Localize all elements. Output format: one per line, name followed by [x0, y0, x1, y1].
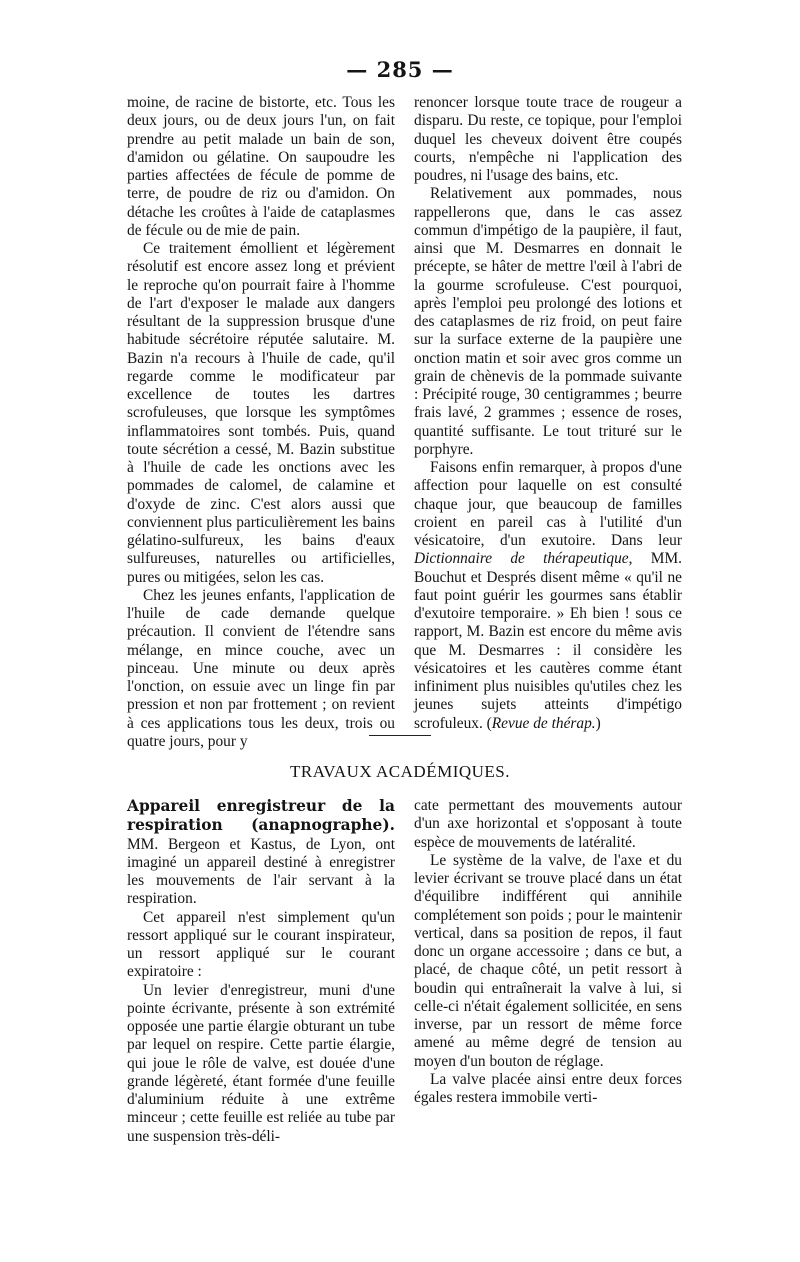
paragraph: Le système de la valve, de l'axe et du levier écrivant se trouve placé dans un état d'équilibre indifférent qui annihile complétement son poids ; pour le maintenir vertical, dans sa position de repos, il faut donc un organe accessoire ; dans ce but, a placé, de chaque côté, un petit ressort à boudin qui entraînerait la valve à lui, si celle-ci n'était également sollicitée, en sens inverse, par un ressort de même force amené au même degré de tension au moyen d'un bouton de réglage.: [414, 851, 682, 1070]
paragraph: [414, 459, 682, 733]
section-heading: TRAVAUX ACADÉMIQUES.: [289, 762, 510, 781]
text-run: , MM. Bouchut et Després disent même « qu'il ne faut point guérir les gourmes sans établir d'exutoire temporaire. » Eh bien ! sous ce rapport, M. Bazin est encore du même avis que M. Desmarres : il considère les vésicatoires et les cautères comme étant infiniment plus nuisibles qu'utiles chez les jeunes sujets atteints d'impétigo scrofuleux. (: [414, 550, 682, 732]
paragraph: Un levier d'enregistreur, muni d'une pointe écrivante, présente à son extrémité opposée une partie élargie obturant un tube par lequel on respire. Cette partie élargie, qui joue le rôle de valve, est douée d'une grande légèreté, étant formée d'une feuille d'aluminium réduite à une extrême minceur ; cette feuille est reliée au tube par une suspension très-déli-: [127, 981, 395, 1145]
column-top-left: [127, 94, 395, 751]
paragraph: cate permettant des mouvements autour d'un axe horizontal et s'opposant à toute espèce de mouvements de latéralité.: [414, 797, 682, 851]
paragraph: Ce traitement émollient et légèrement résolutif est encore assez long et prévient le reproche qu'on pourrait faire à l'homme de l'art d'exposer le malade aux dangers résultant de la suppression brusque d'une habitude sécrétoire réputée salutaire. M. Bazin n'a recours à l'huile de cade, qu'il regarde comme le modificateur par excellence de toutes les dartres scrofuleuses, que lorsque les symptômes inflammatoires sont tombés. Puis, quand toute sécrétion a cessé, M. Bazin substitue à l'huile de cade les onctions avec les pommades de calomel, de calamine et d'oxyde de zinc. C'est alors aussi que conviennent plus particulièrement les bains gélatino-sulfureux, les bains d'eaux sulfureuses, naturelles ou artificielles, pures ou mitigées, selon les cas.: [127, 240, 395, 586]
paragraph: [127, 797, 395, 909]
column-bottom-left: [127, 797, 395, 1146]
page-number: — 285 —: [346, 57, 454, 82]
paragraph: Chez les jeunes enfants, l'application de l'huile de cade demande quelque précaution. Il convient de l'étendre sans mélange, en mince couche, avec un pinceau. Une minute ou deux après l'onction, on essuie avec un linge fin par pression et non par frottement ; on revient à ces applications tous les deux, trois ou quatre jours, pour y: [127, 586, 395, 750]
paragraph: Cet appareil n'est simplement qu'un ressort appliqué sur le courant inspirateur, un ressort appliqué sur le courant expiratoire :: [127, 908, 395, 981]
paragraph: moine, de racine de bistorte, etc. Tous les deux jours, ou de deux jours l'un, on fait prendre au petit malade un bain de son, d'amidon ou gélatine. On saupoudre les parties affectées de fécule de pomme de terre, de poudre de riz ou d'amidon. On détache les croûtes à l'aide de cataplasmes de fécule ou de mie de pain.: [127, 94, 395, 239]
citation: Revue de thérap.: [491, 714, 596, 732]
article-title: Appareil enregistreur de la respiration (anapnographe).: [127, 797, 395, 835]
section-divider: [369, 735, 431, 736]
text-run: MM. Bergeon et Kastus, de Lyon, ont imaginé un appareil destiné à enregistrer les mouvements de l'air servant à la respiration.: [127, 835, 395, 908]
text-run: ): [595, 714, 601, 732]
text-run: Faisons enfin remarquer, à propos d'une affection pour laquelle on est consulté chaque jour, que beaucoup de familles croient en pareil cas à l'utilité d'un vésicatoire, d'un exutoire. Dans leur: [414, 459, 682, 549]
paragraph: Relativement aux pommades, nous rappellerons que, dans le cas assez commun d'impétigo de la paupière, il faut, ainsi que M. Desmarres en donnait le précepte, se hâter de mettre l'œil à l'abri de la gourme scrofuleuse. C'est pourquoi, après l'emploi peu prolongé des lotions et des cataplasmes de riz froid, on peut faire sur la surface externe de la paupière une onction matin et soir avec gros comme un grain de chènevis de la pommade suivante : Précipité rouge, 30 centigrammes ; beurre frais lavé, 2 grammes ; essence de roses, quantité suffisante. Le tout trituré sur le porphyre.: [414, 185, 682, 458]
column-top-right: [414, 94, 682, 733]
paragraph: La valve placée ainsi entre deux forces égales restera immobile verti-: [414, 1070, 682, 1106]
column-bottom-right: [414, 797, 682, 1107]
book-title: Dictionnaire de thérapeutique: [414, 550, 629, 568]
paragraph: renoncer lorsque toute trace de rougeur a disparu. Du reste, ce topique, pour l'emploi duquel les cheveux doivent être coupés courts, n'empêche ni l'application des poudres, ni l'usage des bains, etc.: [414, 94, 682, 184]
